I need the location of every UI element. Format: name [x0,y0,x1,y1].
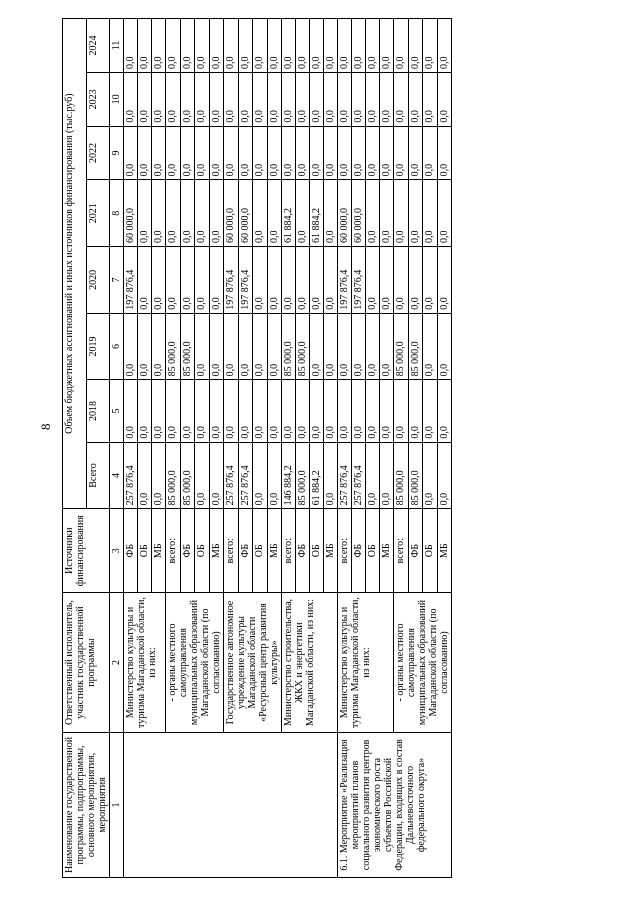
col-number: 5 [110,380,124,442]
value-cell: 0,0 [152,19,166,73]
value-cell: 61 884,2 [310,180,324,247]
source-cell: МБ [437,509,452,593]
col-number: 9 [110,126,124,180]
value-cell: 0,0 [394,247,409,314]
col-number: 6 [110,313,124,380]
source-cell: ОБ [366,509,380,593]
value-cell: 85 000,0 [166,313,181,380]
executor-cell: - органы местного самоуправления муниципальных образований Магаданской области (по согласованию) [394,593,452,733]
value-cell: 0,0 [253,180,268,247]
source-cell: ОБ [423,509,438,593]
value-cell: 0,0 [310,126,324,180]
value-cell: 0,0 [209,442,224,509]
value-cell: 257 876,4 [224,442,239,509]
value-cell: 0,0 [296,247,310,314]
value-cell: 0,0 [352,126,366,180]
source-cell: ФБ [124,509,138,593]
value-cell: 0,0 [152,380,166,442]
value-cell: 0,0 [166,380,181,442]
value-cell: 0,0 [394,19,409,73]
table-row [338,19,352,878]
value-cell: 0,0 [366,19,380,73]
value-cell: 0,0 [324,247,338,314]
header-col1: Наименование государственной программы, подпрограммы, основного мероприятия, мероприятия [63,732,110,877]
value-cell: 0,0 [352,19,366,73]
value-cell: 0,0 [124,380,138,442]
value-cell: 0,0 [253,247,268,314]
value-cell: 0,0 [324,72,338,126]
value-cell: 146 884,2 [282,442,296,509]
source-cell: всего: [338,509,352,593]
value-cell: 0,0 [366,380,380,442]
value-cell: 85 000,0 [166,442,181,509]
value-cell: 0,0 [310,72,324,126]
executor-cell: Министерство культуры и туризма Магаданской области, из них: [124,593,166,733]
value-cell: 0,0 [338,19,352,73]
value-cell: 0,0 [166,180,181,247]
header-year: 2021 [86,180,110,247]
value-cell: 85 000,0 [408,313,423,380]
source-cell: МБ [267,509,282,593]
value-cell: 0,0 [138,442,152,509]
value-cell: 0,0 [267,313,282,380]
value-cell: 0,0 [209,313,224,380]
value-cell: 0,0 [253,19,268,73]
value-cell: 0,0 [310,247,324,314]
value-cell: 0,0 [352,313,366,380]
source-cell: МБ [324,509,338,593]
source-cell: МБ [209,509,224,593]
value-cell: 0,0 [238,380,253,442]
value-cell: 0,0 [124,126,138,180]
value-cell: 0,0 [253,442,268,509]
value-cell: 0,0 [180,126,195,180]
value-cell: 197 876,4 [238,247,253,314]
col-number: 11 [110,19,124,73]
value-cell: 0,0 [282,72,296,126]
value-cell: 61 884,2 [282,180,296,247]
header-year: 2022 [86,126,110,180]
value-cell: 0,0 [166,126,181,180]
value-cell: 0,0 [366,442,380,509]
value-cell: 0,0 [380,380,394,442]
value-cell: 0,0 [380,19,394,73]
executor-cell: Министерство культуры и туризма Магаданской области, из них: [338,593,394,733]
value-cell: 0,0 [152,180,166,247]
value-cell: 85 000,0 [296,313,310,380]
col-number: 2 [110,593,124,733]
value-cell: 0,0 [152,442,166,509]
source-cell: МБ [380,509,394,593]
value-cell: 0,0 [224,380,239,442]
value-cell: 0,0 [380,247,394,314]
value-cell: 0,0 [338,313,352,380]
value-cell: 60 000,0 [224,180,239,247]
funding-table [62,18,452,878]
value-cell: 0,0 [423,126,438,180]
value-cell: 0,0 [138,247,152,314]
value-cell: 0,0 [366,72,380,126]
column-number-row [110,19,124,878]
value-cell: 0,0 [408,126,423,180]
value-cell: 0,0 [138,72,152,126]
value-cell: 0,0 [423,442,438,509]
value-cell: 0,0 [437,442,452,509]
value-cell: 60 000,0 [338,180,352,247]
executor-cell: - органы местного самоуправления муниципальных образований Магаданской области (по согласованию) [166,593,224,733]
value-cell: 197 876,4 [352,247,366,314]
executor-cell: Министерство строительства, ЖКХ и энергетики Магаданской области, из них: [282,593,338,733]
value-cell: 0,0 [152,313,166,380]
value-cell: 0,0 [224,126,239,180]
value-cell: 0,0 [437,180,452,247]
value-cell: 0,0 [338,380,352,442]
value-cell: 0,0 [366,313,380,380]
value-cell: 0,0 [166,247,181,314]
value-cell: 0,0 [408,72,423,126]
event-name-cell: 6.1. Мероприятие «Реализация мероприятий планов социального развития центров экономического роста субъектов Российской Федерации, входящих в состав Дальневосточного федерального округа» [338,732,452,877]
value-cell: 0,0 [267,247,282,314]
value-cell: 0,0 [296,380,310,442]
executor-cell: Государственное автономное учреждение культуры Магаданской области «Ресурсный центр развития культуры» [224,593,282,733]
value-cell: 0,0 [394,126,409,180]
header-year: 2024 [86,19,110,73]
header-col2: Ответственный исполнитель, участник государственной программы [63,593,110,733]
value-cell: 0,0 [394,180,409,247]
page-number: 8 [38,423,53,430]
value-cell: 0,0 [423,247,438,314]
header-year: 2019 [86,313,110,380]
value-cell: 85 000,0 [282,313,296,380]
source-cell: ОБ [253,509,268,593]
value-cell: 0,0 [296,180,310,247]
value-cell: 0,0 [310,19,324,73]
table-row [124,19,138,878]
value-cell: 0,0 [138,180,152,247]
value-cell: 0,0 [352,72,366,126]
value-cell: 0,0 [366,180,380,247]
value-cell: 0,0 [324,180,338,247]
value-cell: 0,0 [238,313,253,380]
col-number: 7 [110,247,124,314]
value-cell: 0,0 [224,313,239,380]
value-cell: 61 884,2 [310,442,324,509]
source-cell: ФБ [408,509,423,593]
value-cell: 257 876,4 [338,442,352,509]
col-number: 8 [110,180,124,247]
value-cell: 85 000,0 [180,313,195,380]
value-cell: 0,0 [180,19,195,73]
value-cell: 0,0 [152,72,166,126]
value-cell: 0,0 [380,126,394,180]
value-cell: 0,0 [238,72,253,126]
value-cell: 0,0 [437,380,452,442]
value-cell: 0,0 [124,313,138,380]
value-cell: 0,0 [310,313,324,380]
value-cell: 0,0 [324,380,338,442]
source-cell: ФБ [238,509,253,593]
value-cell: 0,0 [166,19,181,73]
source-cell: всего: [224,509,239,593]
value-cell: 0,0 [195,180,210,247]
value-cell: 0,0 [408,19,423,73]
value-cell: 0,0 [138,19,152,73]
value-cell: 0,0 [267,126,282,180]
value-cell: 0,0 [138,380,152,442]
value-cell: 0,0 [366,126,380,180]
value-cell: 85 000,0 [394,442,409,509]
header-year: 2018 [86,380,110,442]
value-cell: 0,0 [267,180,282,247]
value-cell: 0,0 [253,313,268,380]
value-cell: 0,0 [352,380,366,442]
value-cell: 0,0 [195,19,210,73]
value-cell: 0,0 [267,19,282,73]
value-cell: 197 876,4 [224,247,239,314]
value-cell: 0,0 [408,180,423,247]
value-cell: 0,0 [180,180,195,247]
value-cell: 0,0 [124,72,138,126]
value-cell: 0,0 [437,19,452,73]
value-cell: 0,0 [394,380,409,442]
value-cell: 0,0 [138,313,152,380]
value-cell: 0,0 [180,247,195,314]
value-cell: 0,0 [282,247,296,314]
value-cell: 0,0 [380,442,394,509]
value-cell: 0,0 [209,19,224,73]
value-cell: 0,0 [209,380,224,442]
value-cell: 0,0 [380,313,394,380]
value-cell: 0,0 [338,126,352,180]
value-cell: 0,0 [195,380,210,442]
header-funding-title: Объем бюджетных ассигнований и иных источников финансирования (тыс.руб) [63,19,87,509]
value-cell: 0,0 [267,380,282,442]
value-cell: 0,0 [437,72,452,126]
value-cell: 0,0 [195,313,210,380]
value-cell: 0,0 [324,313,338,380]
value-cell: 0,0 [238,126,253,180]
value-cell: 0,0 [437,126,452,180]
value-cell: 0,0 [324,19,338,73]
value-cell: 0,0 [423,380,438,442]
col-number: 10 [110,72,124,126]
value-cell: 0,0 [282,19,296,73]
source-cell: ФБ [352,509,366,593]
col-number: 4 [110,442,124,509]
value-cell: 0,0 [423,19,438,73]
source-cell: МБ [152,509,166,593]
value-cell: 0,0 [408,380,423,442]
col-number: 3 [110,509,124,593]
source-cell: всего: [394,509,409,593]
value-cell: 85 000,0 [394,313,409,380]
value-cell: 0,0 [310,380,324,442]
value-cell: 197 876,4 [124,247,138,314]
value-cell: 0,0 [195,442,210,509]
value-cell: 0,0 [408,247,423,314]
value-cell: 197 876,4 [338,247,352,314]
value-cell: 0,0 [437,247,452,314]
value-cell: 0,0 [267,72,282,126]
value-cell: 0,0 [380,180,394,247]
value-cell: 257 876,4 [124,442,138,509]
source-cell: ОБ [310,509,324,593]
value-cell: 0,0 [423,180,438,247]
value-cell: 0,0 [296,19,310,73]
value-cell: 257 876,4 [352,442,366,509]
source-cell: всего: [166,509,181,593]
value-cell: 0,0 [209,72,224,126]
value-cell: 0,0 [152,247,166,314]
value-cell: 0,0 [324,442,338,509]
header-year: Всего [86,442,110,509]
rotated-page [62,18,562,878]
value-cell: 0,0 [338,72,352,126]
value-cell: 0,0 [124,19,138,73]
value-cell: 0,0 [224,19,239,73]
header-col3: Источники финансирования [63,509,110,593]
value-cell: 0,0 [267,442,282,509]
value-cell: 0,0 [209,180,224,247]
col-number: 1 [110,732,124,877]
value-cell: 0,0 [253,72,268,126]
value-cell: 0,0 [282,380,296,442]
value-cell: 0,0 [195,247,210,314]
value-cell: 0,0 [166,72,181,126]
value-cell: 0,0 [180,380,195,442]
value-cell: 0,0 [253,126,268,180]
value-cell: 0,0 [394,72,409,126]
value-cell: 0,0 [209,126,224,180]
source-cell: ОБ [195,509,210,593]
value-cell: 0,0 [380,72,394,126]
value-cell: 0,0 [423,72,438,126]
value-cell: 0,0 [296,72,310,126]
value-cell: 85 000,0 [408,442,423,509]
value-cell: 60 000,0 [352,180,366,247]
value-cell: 85 000,0 [296,442,310,509]
source-cell: всего: [282,509,296,593]
value-cell: 0,0 [296,126,310,180]
value-cell: 0,0 [209,247,224,314]
value-cell: 0,0 [224,72,239,126]
source-cell: ФБ [296,509,310,593]
header-year: 2023 [86,72,110,126]
value-cell: 0,0 [423,313,438,380]
source-cell: ОБ [138,509,152,593]
value-cell: 0,0 [238,19,253,73]
value-cell: 0,0 [366,247,380,314]
table-body [124,19,452,878]
value-cell: 0,0 [180,72,195,126]
value-cell: 85 000,0 [180,442,195,509]
header-year: 2020 [86,247,110,314]
value-cell: 0,0 [324,126,338,180]
value-cell: 0,0 [195,126,210,180]
value-cell: 257 876,4 [238,442,253,509]
value-cell: 0,0 [138,126,152,180]
value-cell: 0,0 [195,72,210,126]
source-cell: ФБ [180,509,195,593]
value-cell: 0,0 [437,313,452,380]
value-cell: 0,0 [282,126,296,180]
value-cell: 0,0 [253,380,268,442]
value-cell: 60 000,0 [124,180,138,247]
value-cell: 0,0 [152,126,166,180]
value-cell: 60 000,0 [238,180,253,247]
event-name-cell [124,732,338,877]
